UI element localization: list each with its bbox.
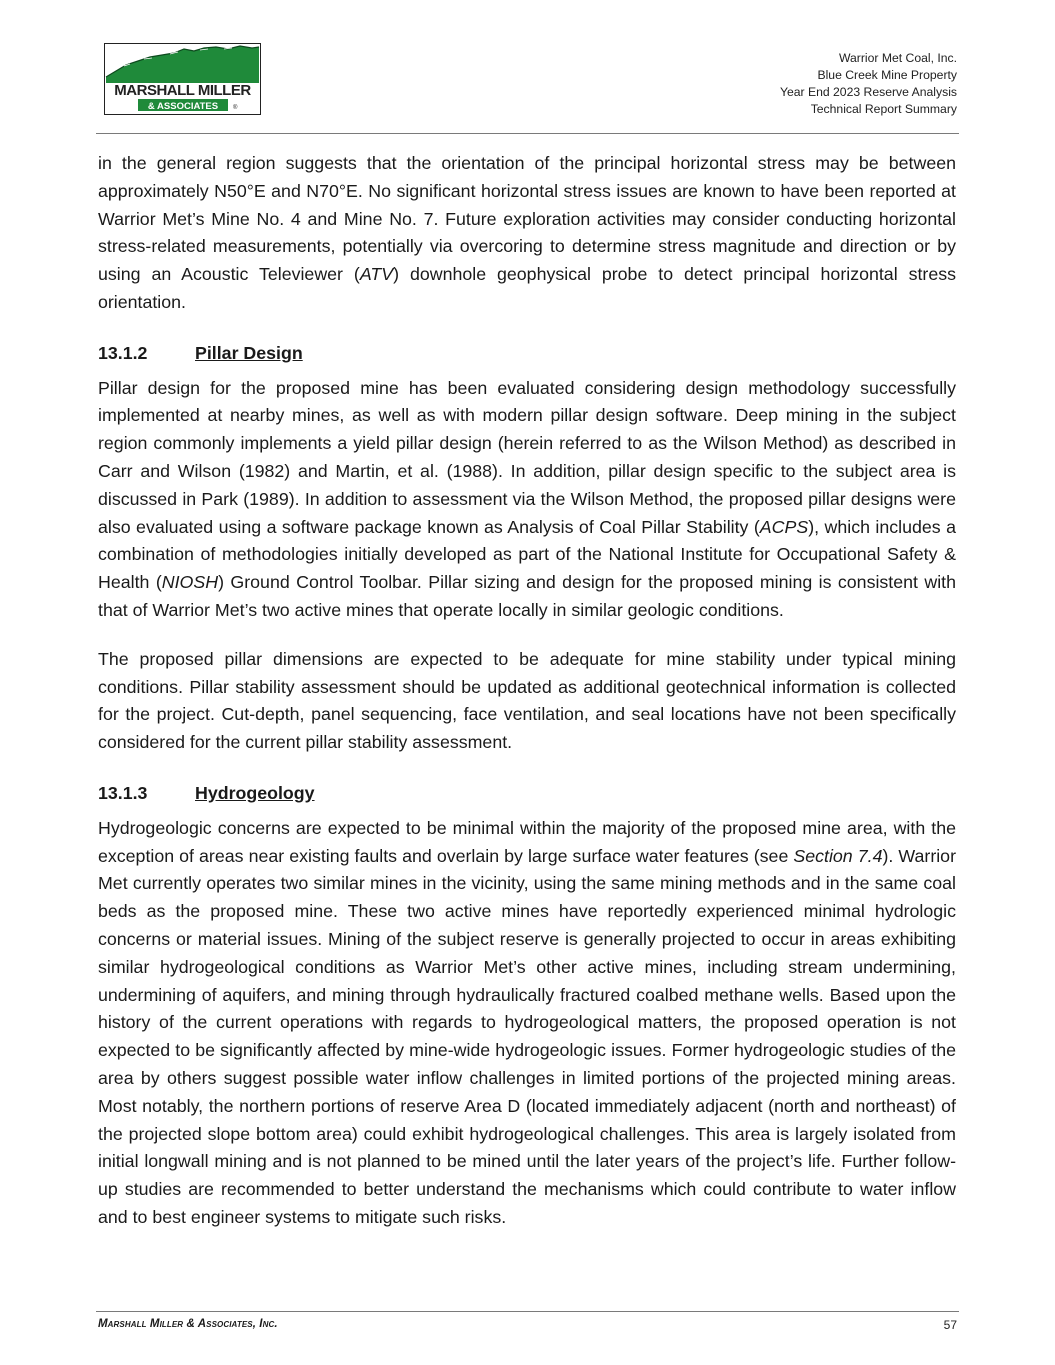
report-header bbox=[780, 50, 957, 118]
svg-text:MARSHALL MILLER: MARSHALL MILLER bbox=[114, 82, 251, 99]
section-number: 13.1.3 bbox=[98, 782, 148, 803]
paragraph-hydrogeology: Hydrogeologic concerns are expected to be minimal within the majority of the proposed mine area, with the exception of areas near existing faults and overlain by large surface water features (see Section 7.4). Warrior Met currently operates two similar mines in the vicinity, using the same mining methods and in the same coal beds as the proposed mine. These two active mines have reportedly experienced minimal hydrologic concerns or material issues. Mining of the subject reserve is generally projected to occur in areas exhibiting similar hydrogeological conditions as Warrior Met’s other active mines, including stream undermining, undermining of aquifers, and mining through hydraulically fractured coalbed methane wells. Based upon the history of the current operations with regards to hydrogeological matters, the proposed operation is not expected to be significantly affected by mine-wide hydrogeologic issues. Former hydrogeologic studies of the area by others suggest possible water inflow challenges in limited portions of the projected mining areas. Most notably, the northern portions of reserve Area D (located immediately adjacent (north and northeast) of the projected slope bottom area) could exhibit hydrogeological challenges. This area is largely isolated from initial longwall mining and is not planned to be mined until the later years of the project’s life. Further follow-up studies are recommended to better understand the mechanisms which could contribute to water inflow and to best engineer systems to mitigate such risks. bbox=[98, 817, 956, 1227]
svg-text:®: ® bbox=[233, 105, 238, 111]
section-title: Pillar Design bbox=[195, 342, 303, 363]
paragraph-stress-continuation: in the general region suggests that the orientation of the principal horizontal stress may be between approximately N50°E and N70°E. No significant horizontal stress issues are known to have been reported at Warrior Met’s Mine No. 4 and Mine No. 7. Future exploration activities may consider conducting horizontal stress-related measurements, potentially via overcoring to determine stress magnitude and direction or by using an Acoustic Televiewer (ATV) downhole geophysical probe to detect principal horizontal stress orientation. bbox=[98, 153, 956, 312]
footer-divider bbox=[96, 1311, 959, 1312]
document-body bbox=[98, 150, 956, 1232]
section-number: 13.1.2 bbox=[98, 342, 148, 363]
section-reference: Section 7.4 bbox=[793, 845, 883, 866]
term-acps: ACPS bbox=[759, 516, 809, 537]
section-title: Hydrogeology bbox=[195, 782, 315, 803]
marshall-miller-logo bbox=[104, 43, 261, 115]
footer-firm-name: Marshall Miller & Associates, Inc. bbox=[98, 1318, 278, 1330]
header-company: Warrior Met Coal, Inc. bbox=[838, 51, 957, 65]
section-heading-pillar-design bbox=[98, 340, 956, 368]
header-property: Blue Creek Mine Property bbox=[817, 68, 957, 82]
page-number: 57 bbox=[943, 1318, 957, 1332]
term-niosh: NIOSH bbox=[161, 572, 219, 593]
section-heading-hydrogeology bbox=[98, 780, 956, 808]
header-divider bbox=[96, 133, 959, 134]
svg-text:& ASSOCIATES: & ASSOCIATES bbox=[147, 101, 219, 112]
paragraph-pillar-dimensions: The proposed pillar dimensions are expected to be adequate for mine stability under typical mining conditions. Pillar stability assessment should be updated as additional geotechnical information is collected for the project. Cut-depth, panel sequencing, face ventilation, and seal locations have not been specifically considered for the current pillar stability assessment. bbox=[98, 648, 956, 753]
term-atv: ATV bbox=[359, 264, 394, 285]
header-analysis: Year End 2023 Reserve Analysis bbox=[779, 85, 957, 99]
paragraph-pillar-design: Pillar design for the proposed mine has been evaluated considering design methodology successfully implemented at nearby mines, as well as with modern pillar design software. Deep mining in the subject region commonly implements a yield pillar design (herein referred to as the Wilson Method) as described in Carr and Wilson (1982) and Martin, et al. (1988). In addition, pillar design specific to the subject area is discussed in Park (1989). In addition to assessment via the Wilson Method, the proposed pillar designs were also evaluated using a software package known as Analysis of Coal Pillar Stability (ACPS), which includes a combination of methodologies initially developed as part of the National Institute for Occupational Safety & Health (NIOSH) Ground Control Toolbar. Pillar sizing and design for the proposed mining is consistent with that of Warrior Met’s two active mines that operate locally in similar geologic conditions. bbox=[98, 377, 957, 620]
header-report-type: Technical Report Summary bbox=[810, 102, 957, 116]
